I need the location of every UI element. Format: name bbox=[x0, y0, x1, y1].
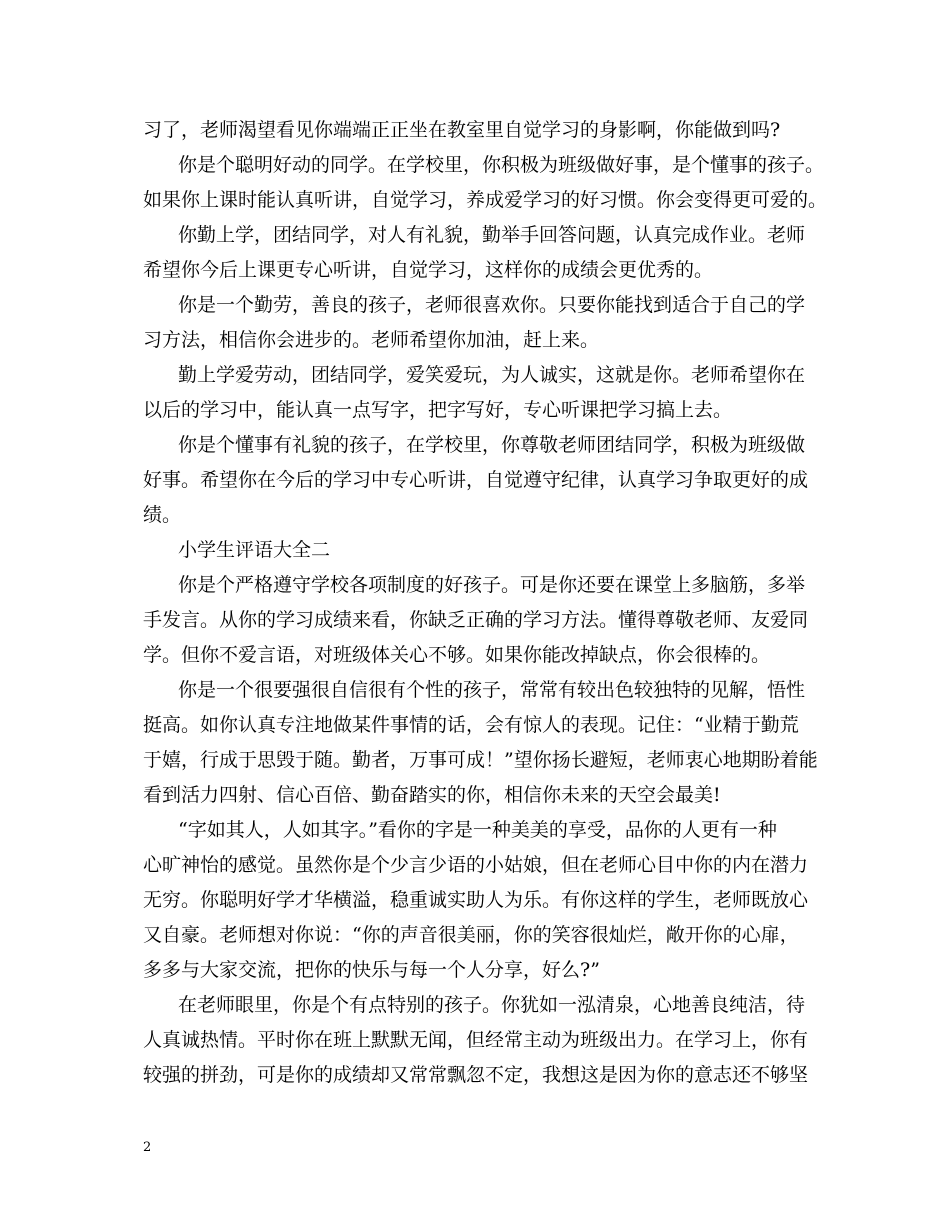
text-line: 学。但你不爱言语，对班级体关心不够。如果你能改掉缺点，你会很棒的。 bbox=[143, 644, 771, 666]
paragraph-start: 你勤上学，团结同学，对人有礼貌，勤举手回答问题，认真完成作业。老师 bbox=[178, 224, 806, 246]
text-line: 人真诚热情。平时你在班上默默无闻，但经常主动为班级出力。在学习上，你有 bbox=[143, 1029, 809, 1051]
text-line: 手发言。从你的学习成绩来看，你缺乏正确的学习方法。懂得尊敬老师、友爱同 bbox=[143, 609, 809, 631]
paragraph-start: 你是个懂事有礼貌的孩子，在学校里，你尊敬老师团结同学，积极为班级做 bbox=[178, 434, 806, 456]
text-line: 无穷。你聪明好学才华横溢，稳重诚实助人为乐。有你这样的学生，老师既放心 bbox=[143, 889, 809, 911]
text-line: 较强的拼劲，可是你的成绩却又常常飘忽不定，我想这是因为你的意志还不够坚 bbox=[143, 1064, 809, 1086]
text-line: 看到活力四射、信心百倍、勤奋踏实的你，相信你未来的天空会最美! bbox=[143, 784, 721, 806]
text-line: 又自豪。老师想对你说：“你的声音很美丽，你的笑容很灿烂，敞开你的心扉， bbox=[143, 924, 799, 946]
text-line: 绩。 bbox=[143, 504, 182, 526]
paragraph-start: 在老师眼里，你是个有点特别的孩子。你犹如一泓清泉，心地善良纯洁，待 bbox=[178, 994, 806, 1016]
paragraph-start: 勤上学爱劳动，团结同学，爱笑爱玩，为人诚实，这就是你。老师希望你在 bbox=[178, 364, 806, 386]
paragraph-start: 你是一个很要强很自信很有个性的孩子，常常有较出色较独特的见解，悟性 bbox=[178, 679, 806, 701]
paragraph-start: 你是个聪明好动的同学。在学校里，你积极为班级做好事，是个懂事的孩子。 bbox=[178, 154, 825, 176]
text-line: 以后的学习中，能认真一点写字，把字写好，专心听课把学习搞上去。 bbox=[143, 399, 733, 421]
section-heading: 小学生评语大全二 bbox=[178, 539, 331, 561]
paragraph-start: 你是个严格遵守学校各项制度的好孩子。可是你还要在课堂上多脑筋，多举 bbox=[178, 574, 806, 596]
text-line: 心旷神怡的感觉。虽然你是个少言少语的小姑娘，但在老师心目中你的内在潜力 bbox=[143, 854, 809, 876]
text-line: 好事。希望你在今后的学习中专心听讲，自觉遵守纪律，认真学习争取更好的成 bbox=[143, 469, 809, 491]
text-line: 多多与大家交流，把你的快乐与每一个人分享，好么?” bbox=[143, 959, 600, 981]
paragraph-start: “字如其人，人如其字。”看你的字是一种美美的享受，品你的人更有一种 bbox=[178, 819, 777, 841]
page-number: 2 bbox=[143, 1140, 152, 1155]
paragraph-start: 你是一个勤劳，善良的孩子，老师很喜欢你。只要你能找到适合于自己的学 bbox=[178, 294, 806, 316]
text-line: 挺高。如你认真专注地做某件事情的话，会有惊人的表现。记住：“业精于勤荒 bbox=[143, 714, 799, 736]
text-line: 希望你今后上课更专心听讲，自觉学习，这样你的成绩会更优秀的。 bbox=[143, 259, 714, 281]
text-line: 如果你上课时能认真听讲，自觉学习，养成爱学习的好习惯。你会变得更可爱的。 bbox=[143, 189, 828, 211]
text-line: 习方法，相信你会进步的。老师希望你加油，赶上来。 bbox=[143, 329, 600, 351]
text-line: 于嬉，行成于思毁于随。勤者，万事可成！”望你扬长避短，老师衷心地期盼着能 bbox=[143, 749, 818, 771]
text-line: 习了，老师渴望看见你端端正正坐在教室里自觉学习的身影啊，你能做到吗? bbox=[143, 119, 781, 141]
